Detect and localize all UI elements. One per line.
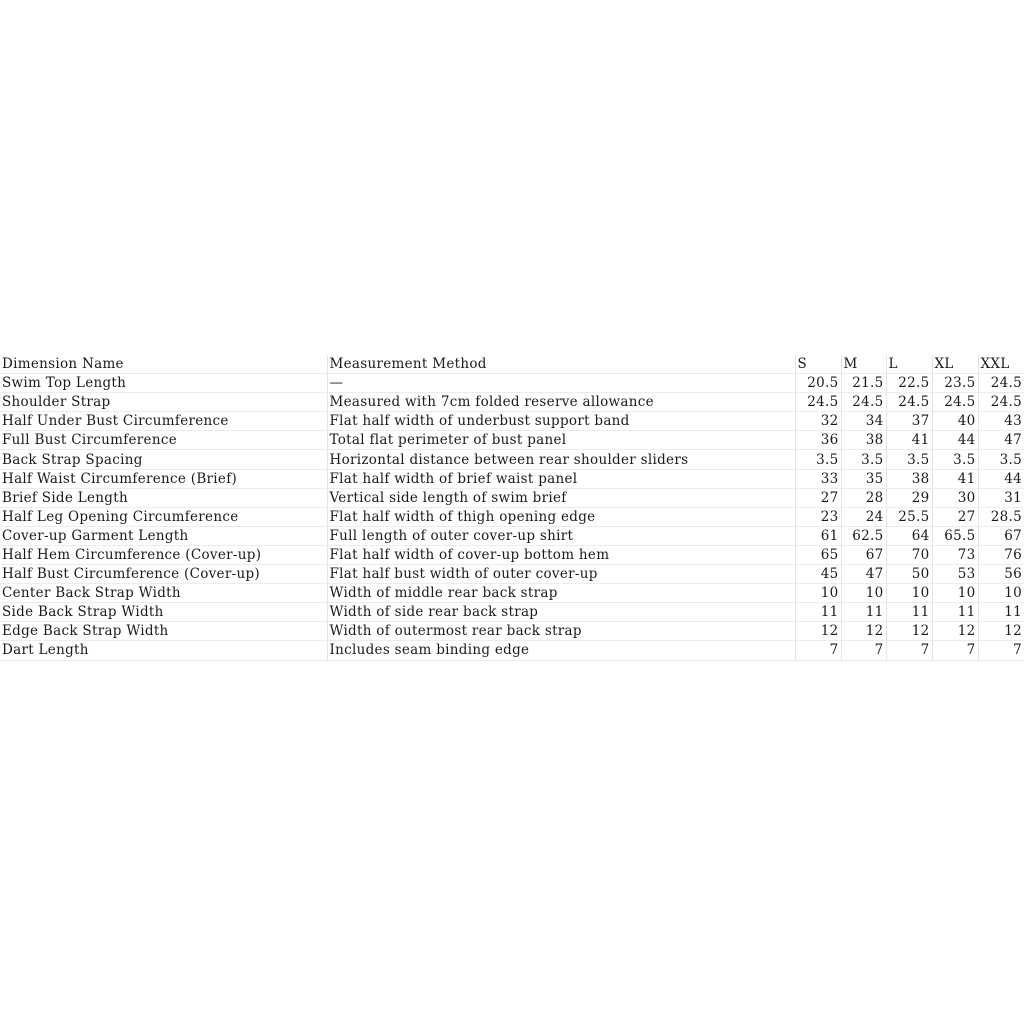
size-s-cell: 45 <box>795 565 841 584</box>
size-l-cell: 3.5 <box>886 450 932 469</box>
size-s-cell: 33 <box>795 469 841 488</box>
size-xl-cell: 11 <box>932 603 978 622</box>
size-xxl-cell: 28.5 <box>978 507 1024 526</box>
measurement-method-cell: Full length of outer cover-up shirt <box>327 526 795 545</box>
column-header: S <box>795 355 841 374</box>
size-s-cell: 12 <box>795 622 841 641</box>
size-xxl-cell: 43 <box>978 412 1024 431</box>
measurement-method-cell: Flat half bust width of outer cover-up <box>327 565 795 584</box>
size-xl-cell: 23.5 <box>932 374 978 393</box>
table-row <box>0 622 1024 641</box>
size-s-cell: 61 <box>795 526 841 545</box>
size-l-cell: 10 <box>886 584 932 603</box>
size-l-cell: 22.5 <box>886 374 932 393</box>
table-row <box>0 545 1024 564</box>
column-header: XL <box>932 355 978 374</box>
size-xxl-cell: 24.5 <box>978 393 1024 412</box>
size-xl-cell: 65.5 <box>932 526 978 545</box>
size-l-cell: 70 <box>886 545 932 564</box>
measurement-method-cell: Width of middle rear back strap <box>327 584 795 603</box>
size-m-cell: 67 <box>841 545 886 564</box>
column-header: L <box>886 355 932 374</box>
measurement-method-cell: Includes seam binding edge <box>327 641 795 660</box>
dimension-name-cell: Half Bust Circumference (Cover-up) <box>0 565 327 584</box>
size-xl-cell: 3.5 <box>932 450 978 469</box>
size-xxl-cell: 24.5 <box>978 374 1024 393</box>
size-xl-cell: 44 <box>932 431 978 450</box>
dimension-name-cell: Side Back Strap Width <box>0 603 327 622</box>
table-row <box>0 488 1024 507</box>
column-header: XXL <box>978 355 1024 374</box>
table-row <box>0 469 1024 488</box>
table-row <box>0 393 1024 412</box>
table-row <box>0 450 1024 469</box>
measurement-method-cell: Flat half width of underbust support band <box>327 412 795 431</box>
measurement-method-cell: Width of side rear back strap <box>327 603 795 622</box>
table-row <box>0 526 1024 545</box>
size-s-cell: 10 <box>795 584 841 603</box>
header-row <box>0 355 1024 374</box>
size-s-cell: 23 <box>795 507 841 526</box>
size-xxl-cell: 31 <box>978 488 1024 507</box>
dimension-name-cell: Shoulder Strap <box>0 393 327 412</box>
size-m-cell: 12 <box>841 622 886 641</box>
size-xxl-cell: 11 <box>978 603 1024 622</box>
size-chart-table <box>0 355 1024 661</box>
size-xl-cell: 7 <box>932 641 978 660</box>
size-m-cell: 35 <box>841 469 886 488</box>
dimension-name-cell: Half Hem Circumference (Cover-up) <box>0 545 327 564</box>
measurement-method-cell: Flat half width of brief waist panel <box>327 469 795 488</box>
size-l-cell: 50 <box>886 565 932 584</box>
size-xxl-cell: 56 <box>978 565 1024 584</box>
dimension-name-cell: Center Back Strap Width <box>0 584 327 603</box>
measurement-method-cell: Width of outermost rear back strap <box>327 622 795 641</box>
size-m-cell: 34 <box>841 412 886 431</box>
size-l-cell: 37 <box>886 412 932 431</box>
dimension-name-cell: Dart Length <box>0 641 327 660</box>
dimension-name-cell: Brief Side Length <box>0 488 327 507</box>
size-m-cell: 24 <box>841 507 886 526</box>
size-l-cell: 29 <box>886 488 932 507</box>
size-xxl-cell: 67 <box>978 526 1024 545</box>
size-l-cell: 38 <box>886 469 932 488</box>
dimension-name-cell: Back Strap Spacing <box>0 450 327 469</box>
table-row <box>0 374 1024 393</box>
size-s-cell: 20.5 <box>795 374 841 393</box>
measurement-method-cell: Flat half width of cover-up bottom hem <box>327 545 795 564</box>
size-s-cell: 27 <box>795 488 841 507</box>
table-body <box>0 355 1024 660</box>
size-m-cell: 38 <box>841 431 886 450</box>
size-m-cell: 7 <box>841 641 886 660</box>
size-l-cell: 41 <box>886 431 932 450</box>
dimension-name-cell: Full Bust Circumference <box>0 431 327 450</box>
size-m-cell: 47 <box>841 565 886 584</box>
size-s-cell: 36 <box>795 431 841 450</box>
size-xl-cell: 27 <box>932 507 978 526</box>
size-xl-cell: 10 <box>932 584 978 603</box>
size-l-cell: 24.5 <box>886 393 932 412</box>
size-xl-cell: 12 <box>932 622 978 641</box>
size-m-cell: 62.5 <box>841 526 886 545</box>
size-xl-cell: 73 <box>932 545 978 564</box>
measurement-method-cell: Horizontal distance between rear shoulder sliders <box>327 450 795 469</box>
measurement-method-cell: Vertical side length of swim brief <box>327 488 795 507</box>
size-xl-cell: 41 <box>932 469 978 488</box>
size-xl-cell: 40 <box>932 412 978 431</box>
table-row <box>0 641 1024 660</box>
column-header: Measurement Method <box>327 355 795 374</box>
measurement-method-cell: Flat half width of thigh opening edge <box>327 507 795 526</box>
size-xxl-cell: 76 <box>978 545 1024 564</box>
size-l-cell: 12 <box>886 622 932 641</box>
measurement-method-cell: Total flat perimeter of bust panel <box>327 431 795 450</box>
dimension-name-cell: Half Leg Opening Circumference <box>0 507 327 526</box>
size-l-cell: 7 <box>886 641 932 660</box>
size-s-cell: 11 <box>795 603 841 622</box>
dimension-name-cell: Half Under Bust Circumference <box>0 412 327 431</box>
size-l-cell: 64 <box>886 526 932 545</box>
size-m-cell: 24.5 <box>841 393 886 412</box>
dimension-name-cell: Half Waist Circumference (Brief) <box>0 469 327 488</box>
measurement-method-cell: Measured with 7cm folded reserve allowance <box>327 393 795 412</box>
size-s-cell: 32 <box>795 412 841 431</box>
size-s-cell: 3.5 <box>795 450 841 469</box>
size-xl-cell: 53 <box>932 565 978 584</box>
size-s-cell: 24.5 <box>795 393 841 412</box>
size-m-cell: 28 <box>841 488 886 507</box>
size-m-cell: 11 <box>841 603 886 622</box>
table-row <box>0 565 1024 584</box>
dimension-name-cell: Edge Back Strap Width <box>0 622 327 641</box>
table-row <box>0 603 1024 622</box>
size-xxl-cell: 3.5 <box>978 450 1024 469</box>
size-m-cell: 10 <box>841 584 886 603</box>
size-l-cell: 25.5 <box>886 507 932 526</box>
size-m-cell: 3.5 <box>841 450 886 469</box>
size-m-cell: 21.5 <box>841 374 886 393</box>
size-xxl-cell: 12 <box>978 622 1024 641</box>
size-s-cell: 65 <box>795 545 841 564</box>
table-row <box>0 507 1024 526</box>
size-xl-cell: 24.5 <box>932 393 978 412</box>
column-header: Dimension Name <box>0 355 327 374</box>
size-xl-cell: 30 <box>932 488 978 507</box>
size-xxl-cell: 10 <box>978 584 1024 603</box>
table-row <box>0 584 1024 603</box>
table-row <box>0 412 1024 431</box>
table-row <box>0 431 1024 450</box>
column-header: M <box>841 355 886 374</box>
size-xxl-cell: 7 <box>978 641 1024 660</box>
dimension-name-cell: Swim Top Length <box>0 374 327 393</box>
size-xxl-cell: 44 <box>978 469 1024 488</box>
dimension-name-cell: Cover-up Garment Length <box>0 526 327 545</box>
size-xxl-cell: 47 <box>978 431 1024 450</box>
measurement-method-cell: — <box>327 374 795 393</box>
size-s-cell: 7 <box>795 641 841 660</box>
size-l-cell: 11 <box>886 603 932 622</box>
